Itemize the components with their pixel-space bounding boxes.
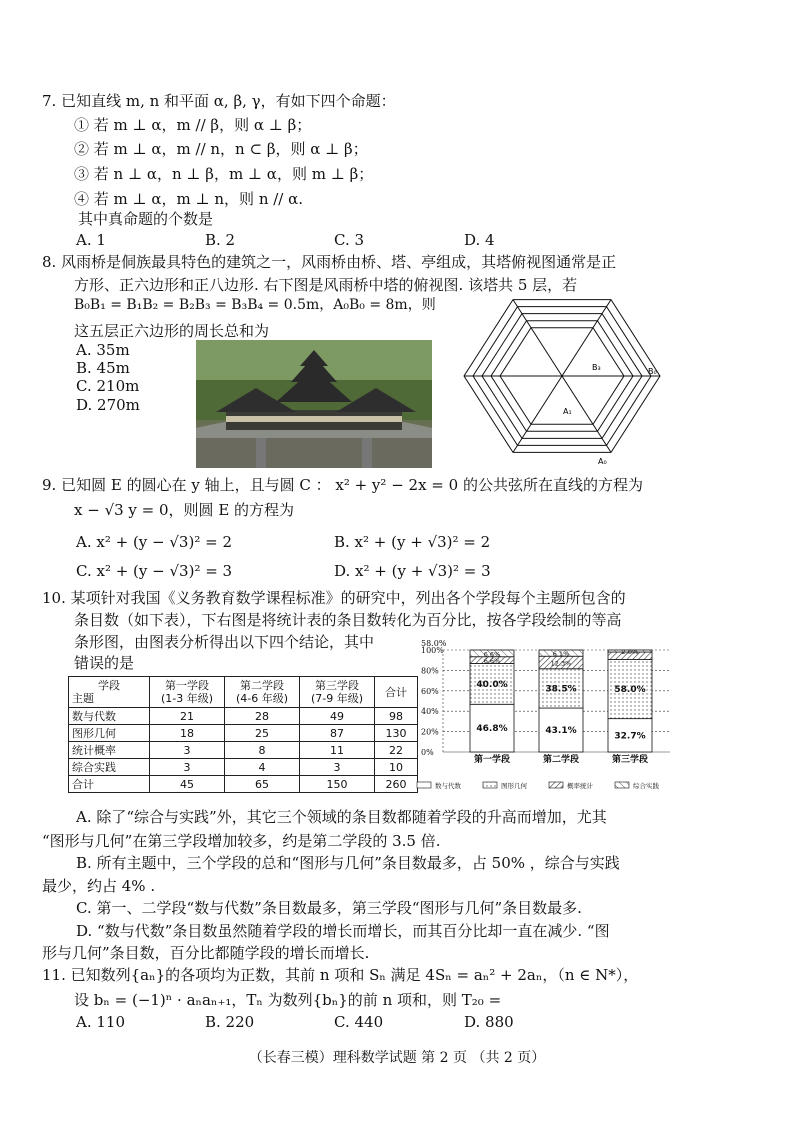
stacked-percent-chart <box>405 632 677 792</box>
q9-option-d: D. x² + (y + √3)² = 3 <box>334 562 491 580</box>
q7-ask: 其中真命题的个数是 <box>78 210 214 228</box>
q7-prop-2: ② 若 m ⊥ α，m // n，n ⊂ β，则 α ⊥ β； <box>74 140 368 158</box>
bar-value-label: 6.1% <box>552 650 570 659</box>
curriculum-items-table <box>68 676 418 793</box>
q8-option-c: C. 210m <box>76 377 140 395</box>
bar-value-label: 32.7% <box>614 731 646 742</box>
q11-option-d: D. 880 <box>464 1013 514 1031</box>
legend-swatch <box>549 782 563 788</box>
label-b3: B₃ <box>592 363 601 372</box>
bar-value-label: 38.5% <box>545 684 577 695</box>
y-tick-label: 100% <box>421 646 444 655</box>
bar-value-label: 6.6% <box>483 650 501 659</box>
q9-option-a: A. x² + (y − √3)² = 2 <box>76 533 232 551</box>
table-row <box>69 776 418 793</box>
label-a1: A₁ <box>563 407 572 416</box>
label-b0: B₀ <box>648 367 657 376</box>
q9-option-c: C. x² + (y − √3)² = 3 <box>76 562 233 580</box>
table-cell: 3 <box>150 759 225 776</box>
y-tick-label: 0% <box>421 748 434 757</box>
tower-top-view-hexagons <box>455 288 670 468</box>
q7-option-c: C. 3 <box>334 231 365 249</box>
table-cell: 8 <box>225 742 300 759</box>
table-cell: 98 <box>375 708 418 725</box>
table-row <box>69 742 418 759</box>
q9-line-1: 9. 已知圆 E 的圆心在 y 轴上，且与圆 C ： x² + y² − 2x = 0 的公共弦所在直线的方程为 <box>42 476 643 494</box>
legend-label: 图形几何 <box>501 782 527 790</box>
x-category-label: 第三学段 <box>611 755 649 765</box>
legend-label: 综合实践 <box>633 782 659 790</box>
header-cell: 第一学段 <box>165 679 209 692</box>
bar-value-label: 40.0% <box>476 679 508 690</box>
wind-rain-bridge-photo <box>196 340 432 468</box>
bar-value-label: 2.0% <box>621 648 639 657</box>
header-cell: 第二学段 <box>240 679 284 692</box>
q10-line-1: 10. 某项针对我国《义务教育数学课程标准》的研究中，列出各个学段每个主题所包含的 <box>42 589 626 607</box>
table-cell: 49 <box>300 708 375 725</box>
legend-swatch <box>483 782 497 788</box>
q9-line-2: x − √3 y = 0，则圆 E 的方程为 <box>74 501 295 519</box>
table-cell: 18 <box>150 725 225 742</box>
table-cell: 130 <box>375 725 418 742</box>
q7-stem: 7. 已知直线 m, n 和平面 α, β, γ，有如下四个命题： <box>42 92 396 110</box>
table-cell: 数与代数 <box>69 708 150 725</box>
legend-swatch <box>615 782 629 788</box>
header-cell: 主题 <box>72 692 94 705</box>
table-row <box>69 759 418 776</box>
legend-label: 概率统计 <box>567 782 593 790</box>
q8-line-3: B₀B₁ = B₁B₂ = B₂B₃ = B₃B₄ = 0.5m，A₀B₀ = 8m，则 <box>74 297 436 313</box>
q11-line-2: 设 bₙ = (−1)ⁿ · aₙaₙ₊₁，Tₙ 为数列{bₙ}的前 n 项和，则 T₂₀ = <box>74 991 502 1009</box>
header-cell: 第三学段 <box>315 679 359 692</box>
x-category-label: 第二学段 <box>542 755 580 765</box>
table-cell: 10 <box>375 759 418 776</box>
q10-line-3: 条形图，由图表分析得出以下四个结论，其中 <box>74 633 375 651</box>
q7-option-b: B. 2 <box>205 231 236 249</box>
header-cell: (1-3 年级) <box>160 692 214 705</box>
table-cell: 合计 <box>69 776 150 793</box>
table-row <box>69 708 418 725</box>
table-cell: 21 <box>150 708 225 725</box>
y-tick-label: 40% <box>421 707 439 717</box>
q10-option-a-line-1: A. 除了“综合与实践”外，其它三个领域的条目数都随着学段的升高而增加，尤其 <box>76 808 607 826</box>
bar-value-label: 6.6% <box>483 657 501 666</box>
bar-value-label: 46.8% <box>476 724 508 735</box>
table-cell: 图形几何 <box>69 725 150 742</box>
header-cell: 合计 <box>375 677 418 708</box>
label-a0: A₀ <box>598 457 607 466</box>
q7-prop-3: ③ 若 n ⊥ α，n ⊥ β，m ⊥ α，则 m ⊥ β； <box>74 165 374 183</box>
header-cell: (4-6 年级) <box>235 692 289 705</box>
q8-line-1: 8. 风雨桥是侗族最具特色的建筑之一，风雨桥由桥、塔、亭组成，其塔俯视图通常是正 <box>42 253 617 271</box>
bar-value-label: 12.3% <box>550 659 572 668</box>
q10-line-2: 条目数（如下表），下右图是将统计表的条目数转化为百分比，按各学段绘制的等高 <box>74 611 622 629</box>
table-cell: 统计概率 <box>69 742 150 759</box>
legend-label: 数与代数 <box>435 782 461 790</box>
table-cell: 3 <box>300 759 375 776</box>
table-cell: 65 <box>225 776 300 793</box>
table-header-row <box>69 677 418 708</box>
table-cell: 150 <box>300 776 375 793</box>
q10-option-c: C. 第一、二学段“数与代数”条目数最多，第三学段“图形与几何”条目数最多. <box>76 899 582 917</box>
table-cell: 4 <box>225 759 300 776</box>
q10-option-b-line-2: 最少，约占 4% . <box>42 877 156 895</box>
header-cell: 学段 <box>98 679 120 692</box>
q10-option-d-line-2: 形与几何”条目数，百分比都随学段的增长而增长. <box>42 944 370 962</box>
q7-option-a: A. 1 <box>76 231 106 249</box>
q10-line-4: 错误的是 <box>74 654 135 672</box>
q8-option-a: A. 35m <box>76 341 130 359</box>
q11-option-a: A. 110 <box>76 1013 125 1031</box>
q7-prop-1: ① 若 m ⊥ α，m // β，则 α ⊥ β； <box>74 116 312 134</box>
table-row <box>69 725 418 742</box>
table-cell: 28 <box>225 708 300 725</box>
q8-option-d: D. 270m <box>76 396 140 414</box>
bar-value-label: 43.1% <box>545 726 577 737</box>
q11-line-1: 11. 已知数列{aₙ}的各项均为正数，其前 n 项和 Sₙ 满足 4Sₙ = aₙ² + 2aₙ，（n ∈ N*）， <box>42 966 639 984</box>
q11-option-b: B. 220 <box>205 1013 255 1031</box>
q7-prop-4: ④ 若 m ⊥ α，m ⊥ n，则 n // α. <box>74 190 304 208</box>
top-tick-label: 58.0% <box>421 639 447 648</box>
q8-line-4: 这五层正六边形的周长总和为 <box>74 322 270 340</box>
q8-line-2: 方形、正六边形和正八边形. 右下图是风雨桥中塔的俯视图. 该塔共 5 层，若 <box>74 276 578 294</box>
bar-value-label: 58.0% <box>614 685 646 696</box>
y-tick-label: 80% <box>421 666 439 676</box>
q8-option-b: B. 45m <box>76 359 130 377</box>
q10-option-a-line-2: “图形与几何”在第三学段增加较多，约是第二学段的 3.5 倍. <box>42 832 441 850</box>
page-footer: （长春三模）理科数学试题 第 2 页 （共 2 页） <box>248 1050 546 1066</box>
q10-option-d-line-1: D. “数与代数”条目数虽然随着学段的增长而增长，而其百分比却一直在减少. “图 <box>76 922 610 940</box>
header-cell: (7-9 年级) <box>310 692 364 705</box>
table-cell: 综合实践 <box>69 759 150 776</box>
table-cell: 11 <box>300 742 375 759</box>
q11-option-c: C. 440 <box>334 1013 384 1031</box>
table-cell: 45 <box>150 776 225 793</box>
table-cell: 87 <box>300 725 375 742</box>
y-tick-label: 20% <box>421 727 439 737</box>
y-tick-label: 60% <box>421 686 439 696</box>
table-cell: 260 <box>375 776 418 793</box>
q10-option-b-line-1: B. 所有主题中，三个学段的总和“图形与几何”条目数最多，占 50% ，综合与实践 <box>76 854 620 872</box>
q9-option-b: B. x² + (y + √3)² = 2 <box>334 533 491 551</box>
x-category-label: 第一学段 <box>473 755 511 765</box>
table-cell: 25 <box>225 725 300 742</box>
table-cell: 22 <box>375 742 418 759</box>
table-cell: 3 <box>150 742 225 759</box>
legend-swatch <box>417 782 431 788</box>
q7-option-d: D. 4 <box>464 231 495 249</box>
